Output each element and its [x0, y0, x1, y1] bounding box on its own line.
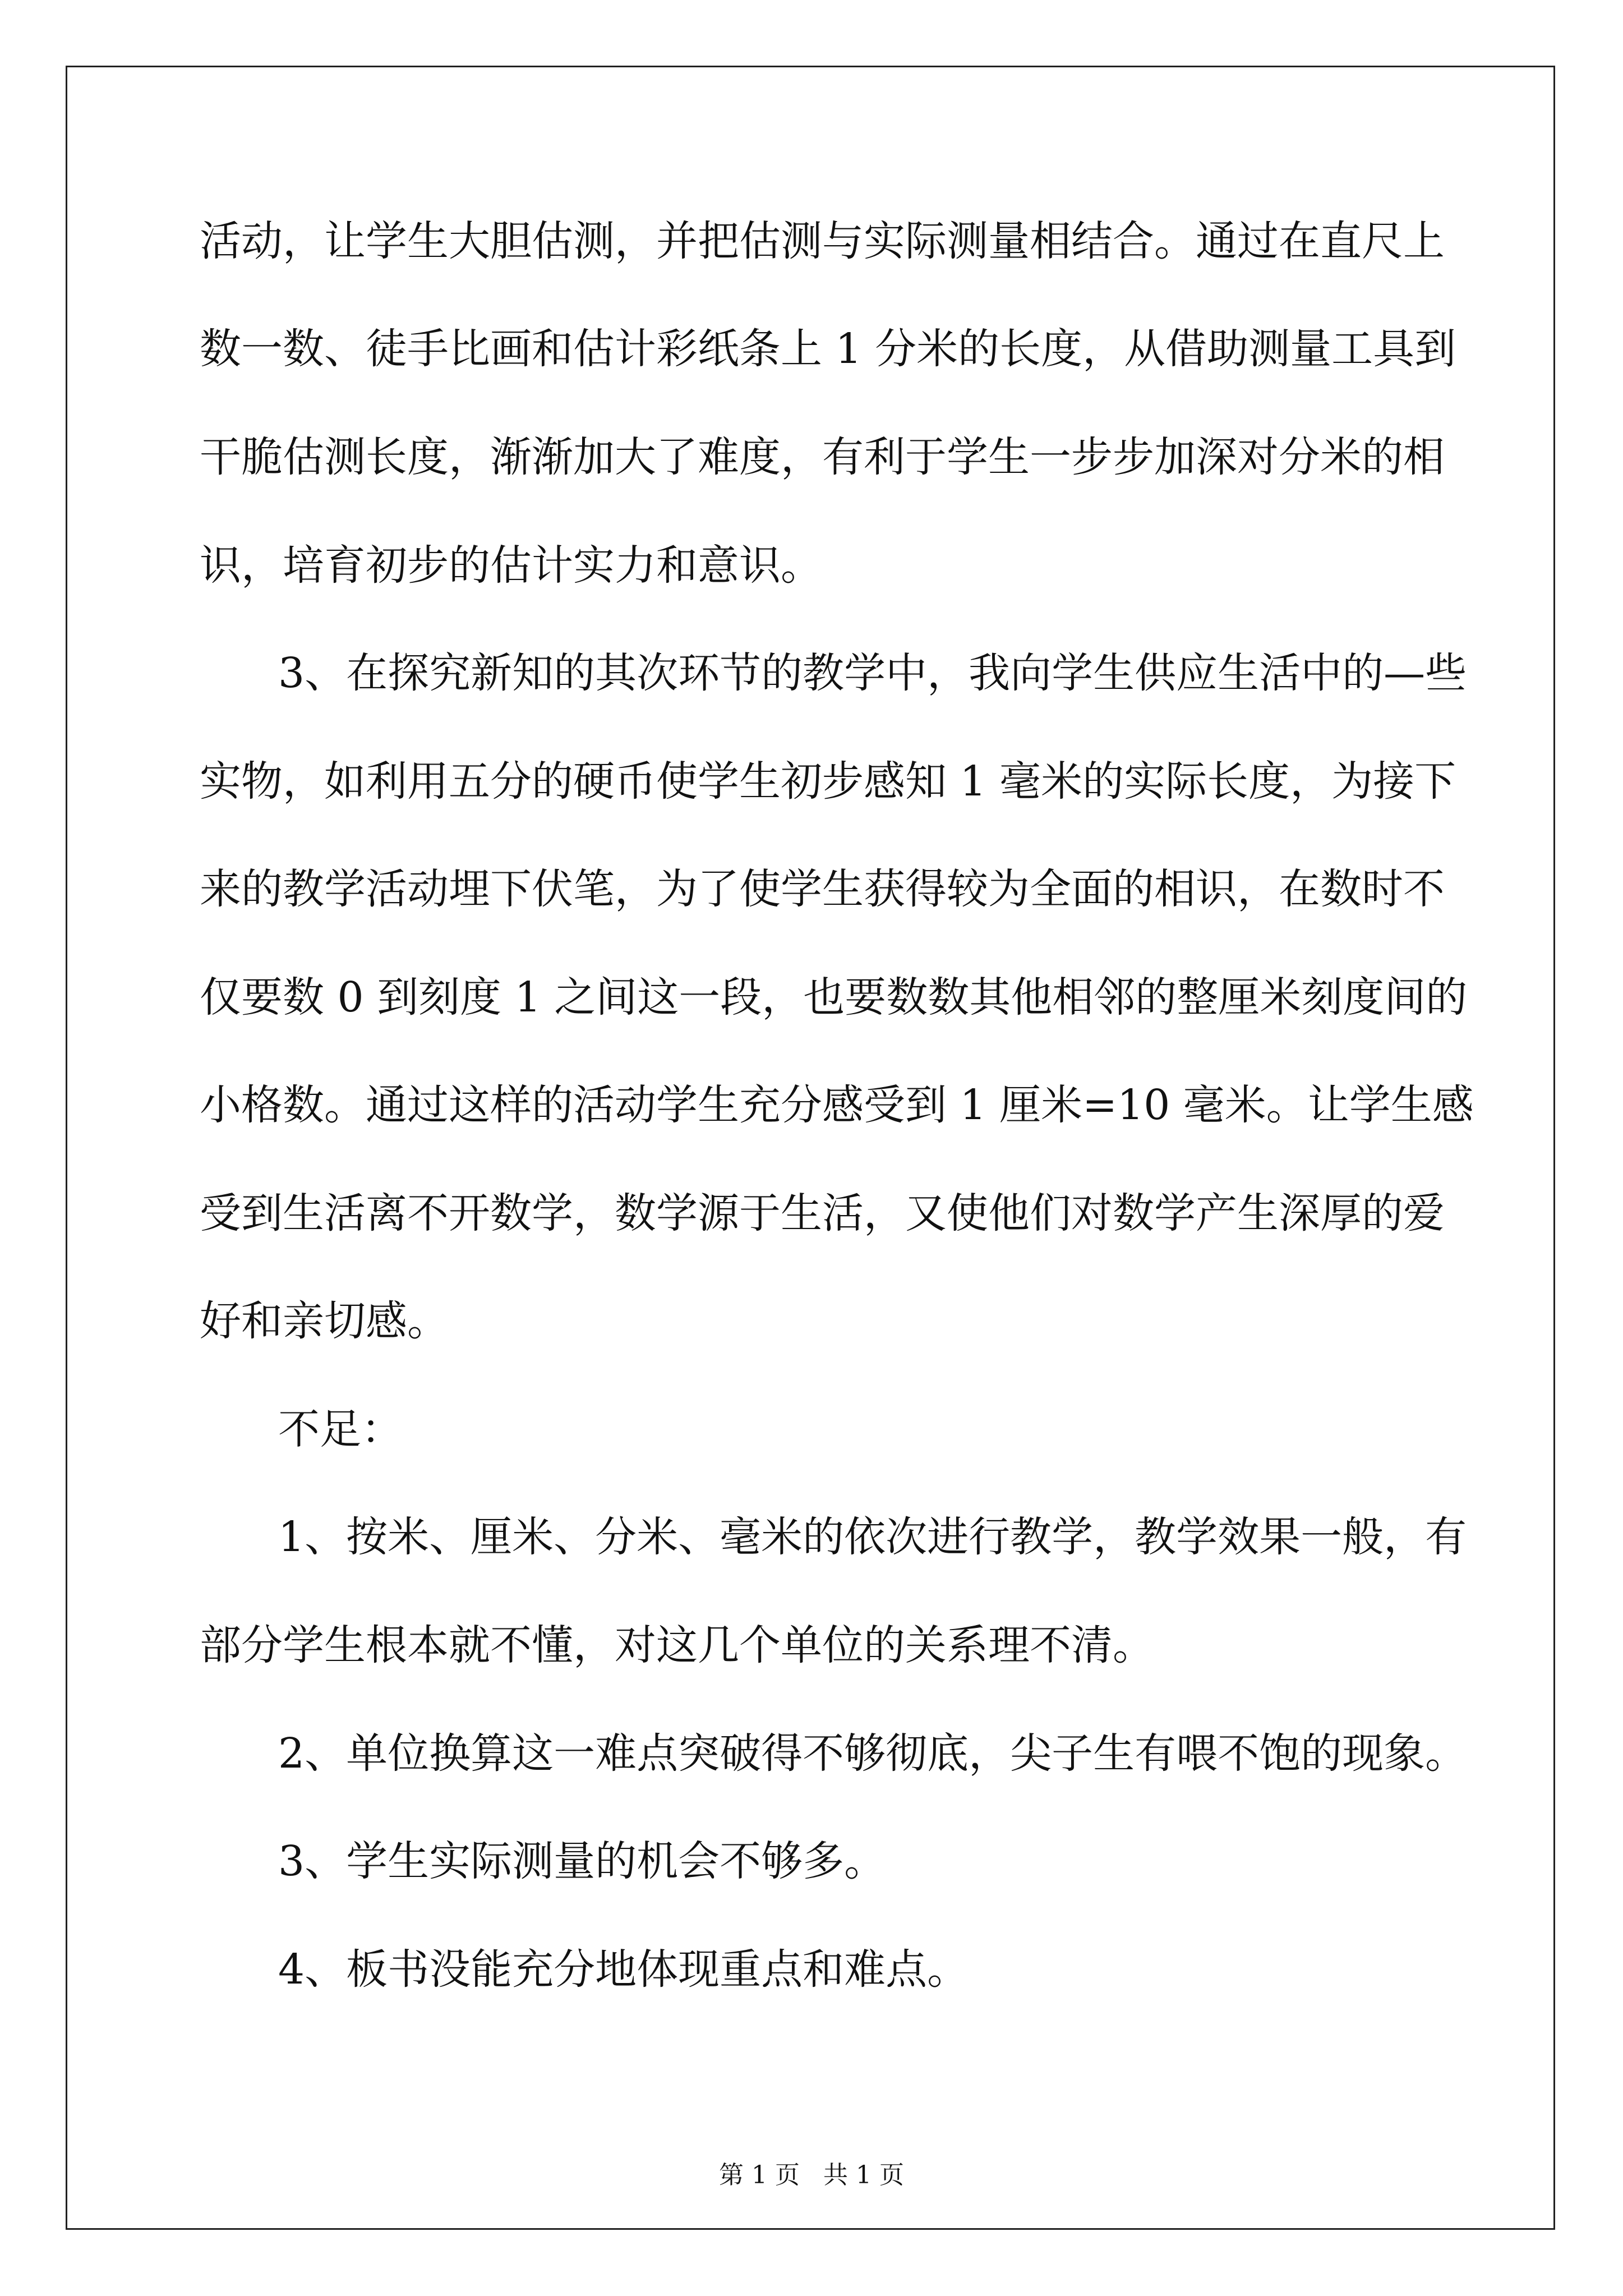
paragraph-line: 实物，如利用五分的硬币使学生初步感知 1 毫米的实际长度，为接下: [200, 757, 1456, 806]
paragraph-line: 受到生活离不开数学，数学源于生活，又使他们对数学产生深厚的爱: [200, 1189, 1445, 1237]
paragraph-line: 好和亲切感。: [200, 1297, 449, 1345]
paragraph-line: 小格数。通过这样的活动学生充分感受到 1 厘米=10 毫米。让学生感: [200, 1081, 1474, 1129]
list-item: 2、单位换算这一难点突破得不够彻底，尖子生有喂不饱的现象。: [278, 1729, 1467, 1778]
paragraph-line: 来的教学活动埋下伏笔，为了使学生获得较为全面的相识，在数时不: [200, 865, 1445, 913]
section-heading-shortcomings: 不足：: [278, 1405, 403, 1453]
list-item-continuation: 部分学生根本就不懂，对这几个单位的关系理不清。: [200, 1621, 1154, 1669]
paragraph-line: 3、在探究新知的其次环节的教学中，我向学生供应生活中的—些: [278, 649, 1467, 697]
paragraph-line: 识，培育初步的估计实力和意识。: [200, 541, 822, 590]
paragraph-line: 活动，让学生大胆估测，并把估测与实际测量相结合。通过在直尺上: [200, 217, 1445, 265]
list-item: 1、按米、厘米、分米、毫米的依次进行教学，教学效果一般，有: [278, 1513, 1467, 1561]
list-item: 4、板书没能充分地体现重点和难点。: [278, 1945, 969, 1994]
list-item: 3、学生实际测量的机会不够多。: [278, 1837, 886, 1885]
page-footer: 第 1 页 共 1 页: [719, 2161, 904, 2189]
paragraph-line: 干脆估测长度，渐渐加大了难度，有利于学生一步步加深对分米的相: [200, 433, 1445, 481]
paragraph-line: 仅要数 0 到刻度 1 之间这一段，也要数数其他相邻的整厘米刻度间的: [200, 973, 1468, 1022]
paragraph-line: 数一数、徒手比画和估计彩纸条上 1 分米的长度，从借助测量工具到: [200, 325, 1456, 373]
page-border: [66, 66, 1555, 2230]
